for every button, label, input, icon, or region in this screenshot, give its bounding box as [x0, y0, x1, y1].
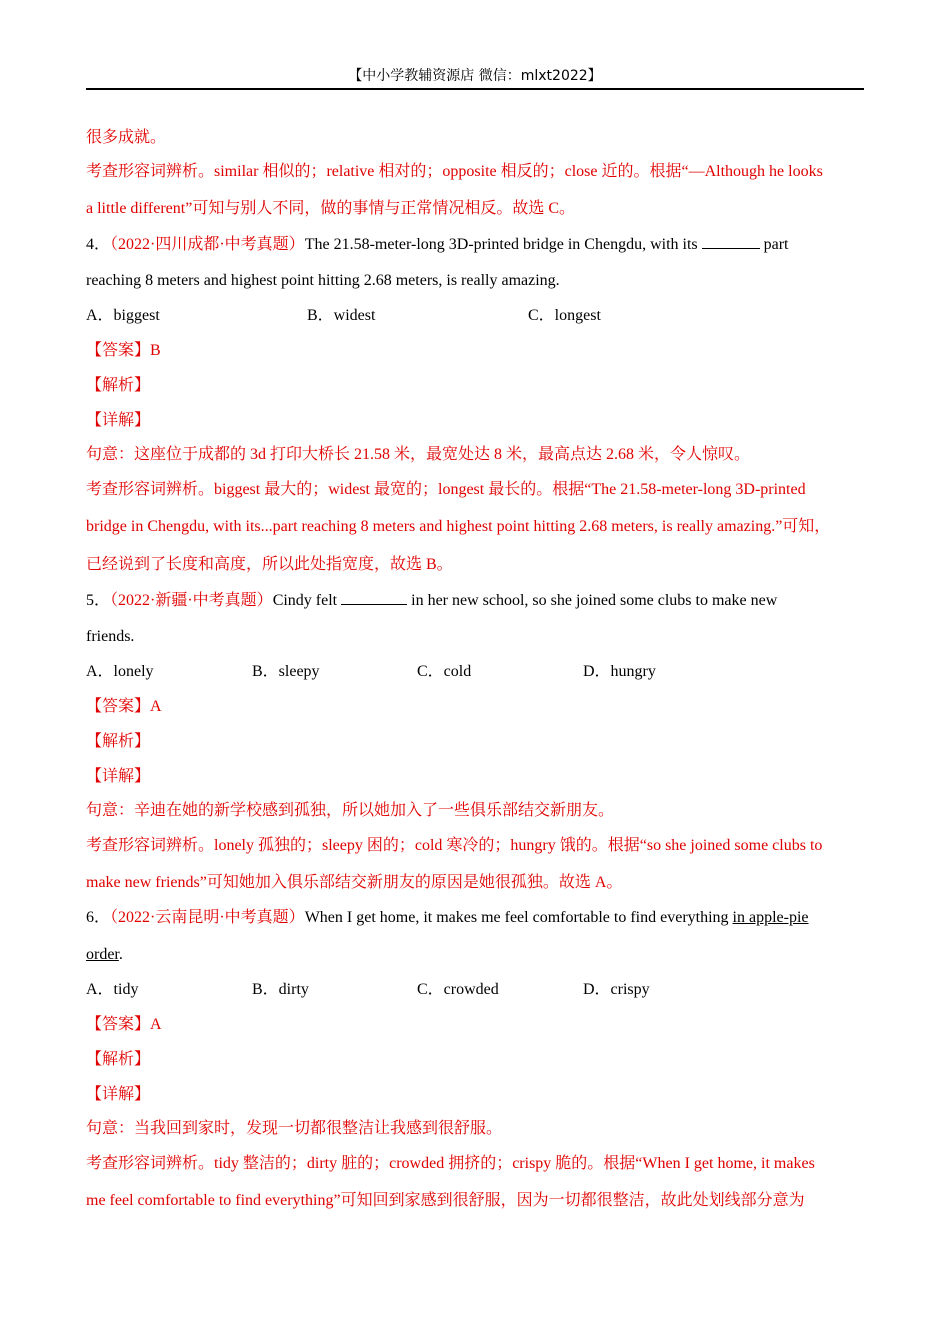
- q5-option-c: C．cold: [417, 663, 472, 680]
- q4-detail-label: 【详解】: [86, 412, 151, 429]
- q6-underlined-phrase-part1: in apple-pie: [732, 909, 809, 926]
- q4-analysis-label: 【解析】: [86, 377, 151, 394]
- q4-explanation-line1: 考查形容词辨析。biggest 最大的；widest 最宽的；longest 最长的。根据“The 21.58-meter-long 3D-printed: [86, 481, 806, 498]
- q3-explanation-line1: 很多成就。: [86, 129, 167, 146]
- q4-source: （2022·四川成都·中考真题）: [110, 236, 305, 253]
- q5-option-a: A．lonely: [86, 663, 154, 680]
- q6-stem-line2: [86, 943, 123, 967]
- q5-option-b: B．sleepy: [252, 663, 320, 680]
- q6-option-b: B．dirty: [252, 981, 309, 998]
- q5-meaning: 句意：辛迪在她的新学校感到孤独，所以她加入了一些俱乐部结交新朋友。: [86, 802, 615, 819]
- q6-stem-end: .: [118, 946, 123, 963]
- q4-meaning: 句意：这座位于成都的 3d 打印大桥长 21.58 米，最宽处达 8 米，最高点达 2.68 米，令人惊叹。: [86, 446, 751, 463]
- q5-explanation-line1: 考查形容词辨析。lonely 孤独的；sleepy 困的；cold 寒冷的；hungry 饿的。根据“so she joined some clubs to: [86, 837, 823, 854]
- q4-number: 4．: [86, 236, 111, 253]
- q4-option-c: C．longest: [528, 307, 601, 324]
- q4-stem-line2: reaching 8 meters and highest point hitting 2.68 meters, is really amazing.: [86, 272, 560, 289]
- q4-blank: [702, 232, 760, 249]
- q5-analysis-label: 【解析】: [86, 733, 151, 750]
- q6-explanation-line1: 考查形容词辨析。tidy 整洁的；dirty 脏的；crowded 拥挤的；crispy 脆的。根据“When I get home, it makes: [86, 1155, 815, 1172]
- page-header: 【中小学教辅资源店 微信：mlxt2022】: [86, 64, 864, 90]
- q5-stem-text-a: Cindy felt: [272, 592, 338, 609]
- q5-number: 5．: [86, 592, 111, 609]
- q3-explanation-line2: 考查形容词辨析。similar 相似的；relative 相对的；opposite 相反的；close 近的。根据“—Although he looks: [86, 163, 823, 180]
- q5-explanation-line2: make new friends”可知她加入俱乐部结交新朋友的原因是她很孤独。故选 A。: [86, 874, 623, 891]
- q6-analysis-label: 【解析】: [86, 1051, 151, 1068]
- q5-stem-text-b: in her new school, so she joined some clubs to make new: [411, 592, 778, 609]
- q5-answer: 【答案】A: [86, 698, 162, 715]
- q4-answer: 【答案】B: [86, 342, 161, 359]
- q6-option-a: A．tidy: [86, 981, 139, 998]
- q6-option-c: C．crowded: [417, 981, 499, 998]
- q5-blank: [341, 588, 407, 605]
- q5-stem-line2: friends.: [86, 628, 135, 645]
- q6-explanation-line2: me feel comfortable to find everything”可知回到家感到很舒服，因为一切都很整洁，故此处划线部分意为: [86, 1192, 805, 1209]
- q4-stem: [86, 232, 789, 257]
- q3-explanation-line3: a little different”可知与别人不同，做的事情与正常情况相反。故选 C。: [86, 200, 575, 217]
- q6-meaning: 句意：当我回到家时，发现一切都很整洁让我感到很舒服。: [86, 1120, 503, 1137]
- q4-explanation-line2: bridge in Chengdu, with its...part reaching 8 meters and highest point hitting 2.68 meters, is really amazing.”可知，: [86, 518, 831, 535]
- q5-detail-label: 【详解】: [86, 768, 151, 785]
- q6-answer: 【答案】A: [86, 1016, 162, 1033]
- q6-option-d: D．crispy: [583, 981, 650, 998]
- q6-source: （2022·云南昆明·中考真题）: [110, 909, 305, 926]
- q5-stem: [86, 588, 777, 613]
- q4-stem-text-a: The 21.58-meter-long 3D-printed bridge in Chengdu, with its: [304, 236, 698, 253]
- q5-option-d: D．hungry: [583, 663, 656, 680]
- q6-detail-label: 【详解】: [86, 1086, 151, 1103]
- q4-option-a: A．biggest: [86, 307, 160, 324]
- q5-source: （2022·新疆·中考真题）: [110, 592, 273, 609]
- q4-option-b: B．widest: [307, 307, 376, 324]
- q4-stem-text-b: part: [763, 236, 789, 253]
- q6-stem: [86, 906, 809, 930]
- q6-number: 6．: [86, 909, 111, 926]
- q6-underlined-phrase-part2: order: [86, 946, 119, 963]
- q4-explanation-line3: 已经说到了长度和高度，所以此处指宽度，故选 B。: [86, 556, 453, 573]
- q6-stem-text-a: When I get home, it makes me feel comfortable to find everything: [304, 909, 729, 926]
